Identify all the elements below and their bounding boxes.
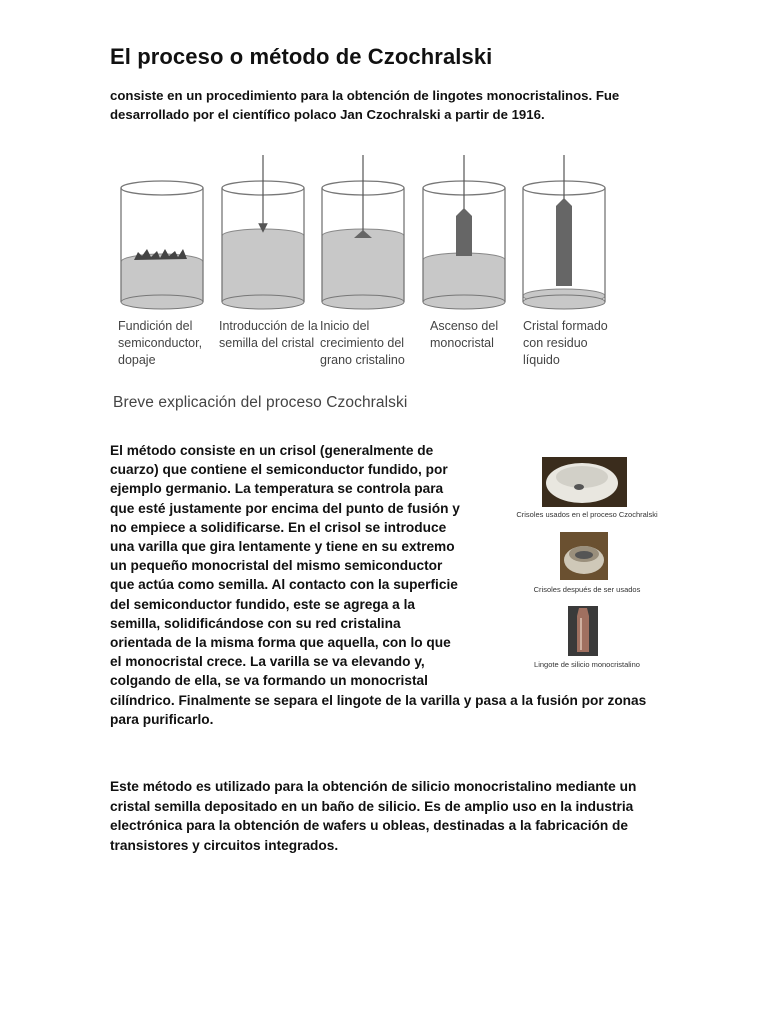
paragraph-2: Este método es utilizado para la obtención de silicio monocristalino mediante un cristal semilla depositado en un baño de silicio. Es de amplio uso en la industria electrónica para la obtención de wafers u obleas, destinadas a la fabricación de transistores y circuitos integrados. xyxy=(110,779,637,853)
side-caption-2: Crisoles después de ser usados xyxy=(533,585,641,594)
figure-caption: Breve explicación del proceso Czochralski xyxy=(113,394,408,411)
crucible-photo-2 xyxy=(560,532,608,580)
step-label-2: Introducción de la semilla del cristal xyxy=(219,319,318,350)
side-caption-3: Lingote de silicio monocristalino xyxy=(534,660,640,669)
paragraph-1: El método consiste en un crisol (generalmente de cuarzo) que contiene el semiconductor fundido, por ejemplo germanio. La temperatura se controla para que esté justamente por encima del punto de fusión y no empiece a solidificarse. En el crisol se introduce una varilla que gira lentamente y tiene en su extremo un pequeño monocristal del mismo semiconductor que actúa como semilla. Al contacto con la superficie del semiconductor fundido, este se agrega a la semilla, solidificándose con su red cristalina orientada de la misma forma que aquella, con lo que el monocristal crece. La varilla se va elevando y, colgando de ella, se va formando un monocristal cilíndrico. Finalmente se separa el lingote de la varilla y pasa a la fusión por zonas para purificarlo. xyxy=(110,443,647,727)
side-caption-1: Crisoles usados en el proceso Czochralski xyxy=(516,510,658,519)
ingot-photo xyxy=(568,606,598,656)
crucible-3 xyxy=(322,155,404,309)
step-label-3: Inicio del crecimiento del grano cristalino xyxy=(320,319,405,367)
crucible-photo-1 xyxy=(542,457,627,507)
crucible-5 xyxy=(523,155,605,309)
crucible-2 xyxy=(222,155,304,309)
crucible-1 xyxy=(121,181,203,309)
step-label-1: Fundición del semiconductor, dopaje xyxy=(118,319,203,367)
crucibles-illustration xyxy=(112,150,632,320)
step-label-4: Ascenso del monocristal xyxy=(430,319,499,350)
crucible-4 xyxy=(423,155,505,309)
page-title: El proceso o método de Czochralski xyxy=(110,44,493,69)
side-images xyxy=(502,452,672,677)
intro-text: consiste en un procedimiento para la obtención de lingotes monocristalinos. Fue desarrollado por el científico polaco Jan Czochralski a partir de 1916. xyxy=(110,88,620,122)
step-label-5: Cristal formado con residuo líquido xyxy=(523,319,608,367)
